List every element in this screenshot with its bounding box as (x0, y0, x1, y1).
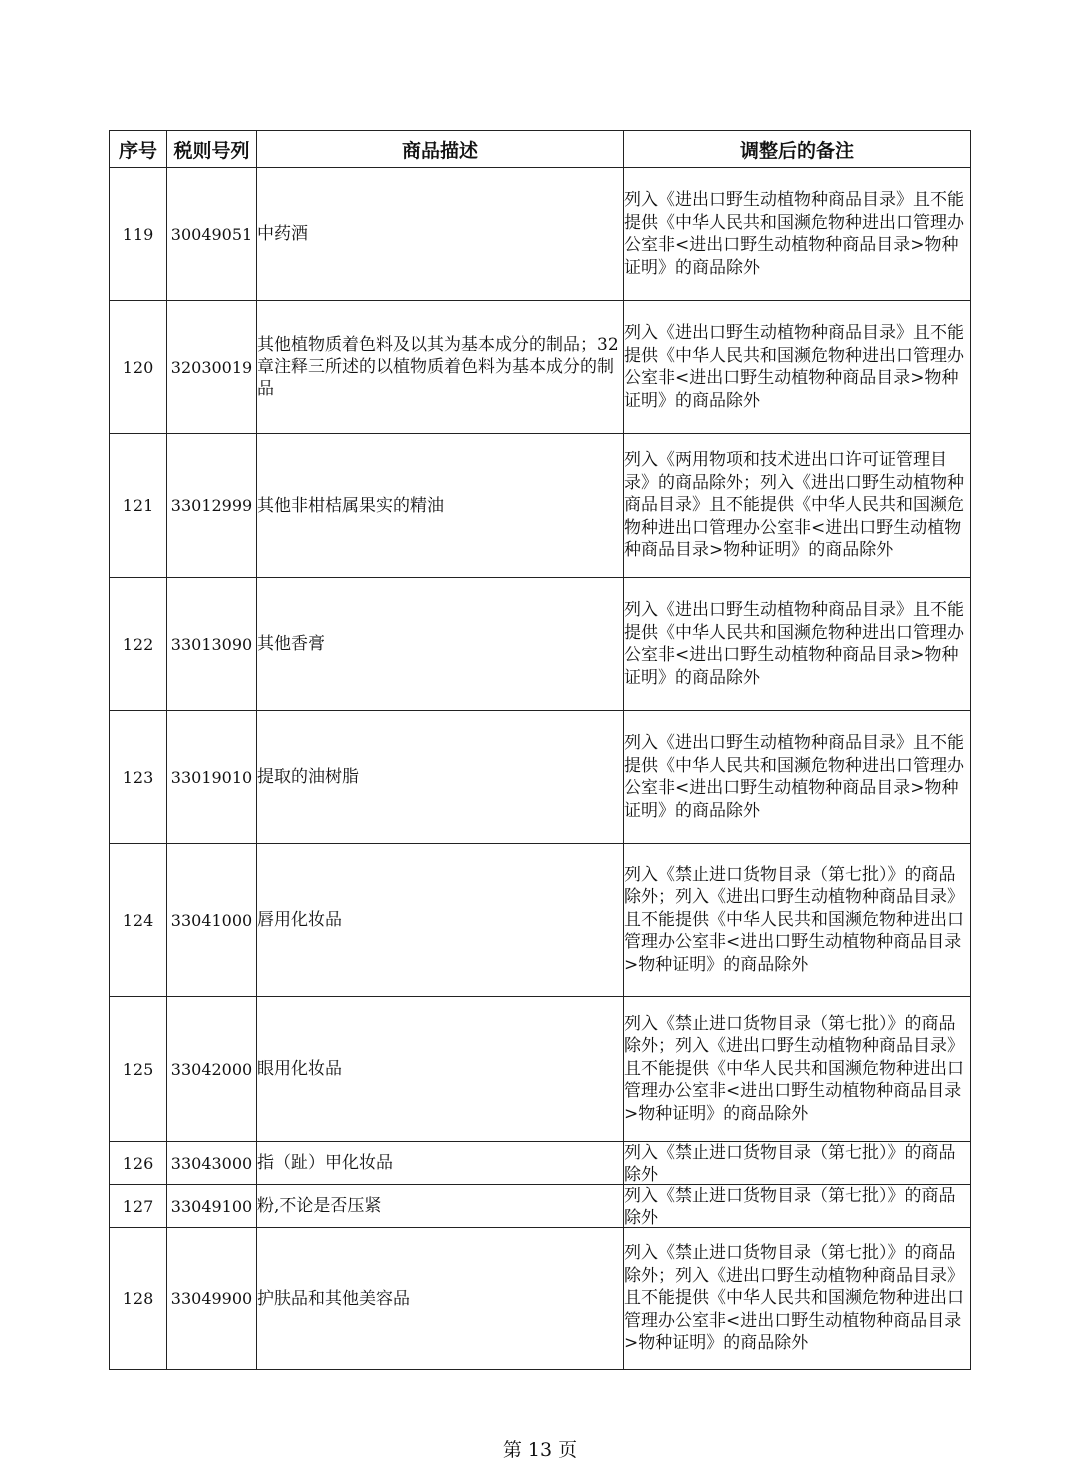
table-row (110, 1142, 971, 1185)
row-remarks: 列入《进出口野生动植物种商品目录》且不能提供《中华人民共和国濒危物种进出口管理办公室非<进出口野生动植物种商品目录>物种证明》的商品除外 (624, 168, 971, 301)
row-remarks: 列入《进出口野生动植物种商品目录》且不能提供《中华人民共和国濒危物种进出口管理办公室非<进出口野生动植物种商品目录>物种证明》的商品除外 (624, 578, 971, 711)
row-remarks: 列入《禁止进口货物目录（第七批）》的商品除外；列入《进出口野生动植物种商品目录》且不能提供《中华人民共和国濒危物种进出口管理办公室非<进出口野生动植物种商品目录>物种证明》的商品除外 (624, 844, 971, 997)
row-remarks: 列入《两用物项和技术进出口许可证管理目录》的商品除外；列入《进出口野生动植物种商品目录》且不能提供《中华人民共和国濒危物种进出口管理办公室非<进出口野生动植物种商品目录>物种证明》的商品除外 (624, 434, 971, 578)
tariff-table (109, 130, 971, 1370)
row-index: 124 (110, 844, 167, 997)
row-remarks: 列入《进出口野生动植物种商品目录》且不能提供《中华人民共和国濒危物种进出口管理办公室非<进出口野生动植物种商品目录>物种证明》的商品除外 (624, 301, 971, 434)
table-row (110, 997, 971, 1142)
row-index: 123 (110, 711, 167, 844)
row-description: 其他植物质着色料及以其为基本成分的制品；32章注释三所述的以植物质着色料为基本成分的制品 (257, 301, 624, 434)
header-remarks: 调整后的备注 (624, 131, 971, 168)
table-row (110, 434, 971, 578)
row-remarks: 列入《进出口野生动植物种商品目录》且不能提供《中华人民共和国濒危物种进出口管理办公室非<进出口野生动植物种商品目录>物种证明》的商品除外 (624, 711, 971, 844)
row-tariff-code: 33049900 (167, 1228, 257, 1370)
row-description: 其他非柑桔属果实的精油 (257, 434, 624, 578)
row-tariff-code: 33049100 (167, 1185, 257, 1228)
row-tariff-code: 33041000 (167, 844, 257, 997)
row-remarks-text: 列入《禁止进口货物目录（第七批）》的商品除外 (624, 1143, 956, 1182)
page-footer (0, 1435, 1080, 1462)
row-description: 提取的油树脂 (257, 711, 624, 844)
row-description: 护肤品和其他美容品 (257, 1228, 624, 1370)
table-row (110, 578, 971, 711)
row-description: 其他香膏 (257, 578, 624, 711)
row-description: 指（趾）甲化妆品 (257, 1142, 624, 1185)
row-index: 121 (110, 434, 167, 578)
row-index: 119 (110, 168, 167, 301)
row-tariff-code: 33012999 (167, 434, 257, 578)
row-description: 眼用化妆品 (257, 997, 624, 1142)
table-row (110, 168, 971, 301)
table-row (110, 301, 971, 434)
table-row (110, 1185, 971, 1228)
row-index: 125 (110, 997, 167, 1142)
table-row (110, 1228, 971, 1370)
table-row (110, 844, 971, 997)
row-remarks (624, 1142, 971, 1185)
row-tariff-code: 32030019 (167, 301, 257, 434)
header-index: 序号 (110, 131, 167, 168)
row-description: 唇用化妆品 (257, 844, 624, 997)
row-remarks-text: 列入《禁止进口货物目录（第七批）》的商品除外 (624, 1186, 956, 1225)
header-tariff-code: 税则号列 (167, 131, 257, 168)
header-row (110, 131, 971, 168)
row-remarks: 列入《禁止进口货物目录（第七批）》的商品除外；列入《进出口野生动植物种商品目录》且不能提供《中华人民共和国濒危物种进出口管理办公室非<进出口野生动植物种商品目录>物种证明》的商品除外 (624, 997, 971, 1142)
row-tariff-code: 33013090 (167, 578, 257, 711)
row-tariff-code: 30049051 (167, 168, 257, 301)
row-tariff-code: 33043000 (167, 1142, 257, 1185)
row-description: 中药酒 (257, 168, 624, 301)
row-remarks (624, 1185, 971, 1228)
row-tariff-code: 33019010 (167, 711, 257, 844)
row-index: 128 (110, 1228, 167, 1370)
row-tariff-code: 33042000 (167, 997, 257, 1142)
row-index: 126 (110, 1142, 167, 1185)
row-index: 127 (110, 1185, 167, 1228)
row-remarks: 列入《禁止进口货物目录（第七批）》的商品除外；列入《进出口野生动植物种商品目录》且不能提供《中华人民共和国濒危物种进出口管理办公室非<进出口野生动植物种商品目录>物种证明》的商品除外 (624, 1228, 971, 1370)
row-description: 粉,不论是否压紧 (257, 1185, 624, 1228)
row-index: 120 (110, 301, 167, 434)
table-row (110, 711, 971, 844)
header-description: 商品描述 (257, 131, 624, 168)
page-number: 第 13 页 (502, 1439, 578, 1461)
row-index: 122 (110, 578, 167, 711)
